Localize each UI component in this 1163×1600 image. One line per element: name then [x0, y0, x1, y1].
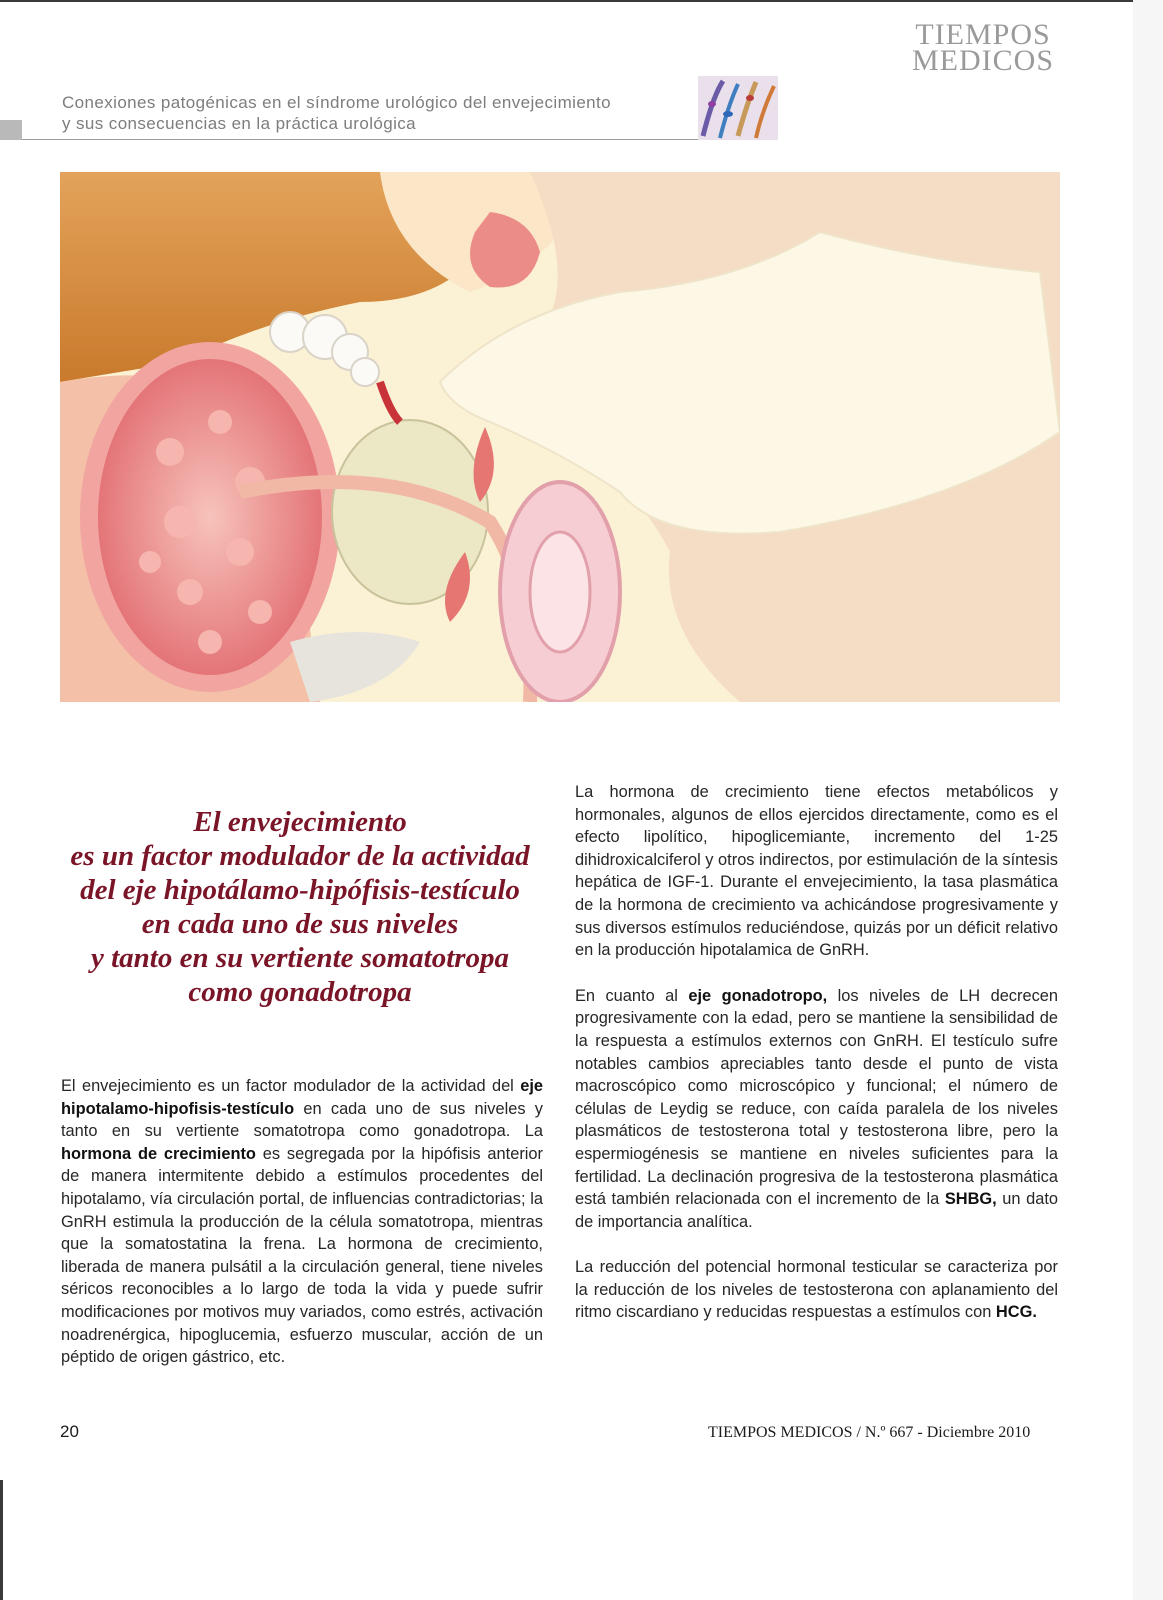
pull-quote-line: El envejecimiento — [193, 806, 407, 838]
body-column-left — [61, 1075, 543, 1369]
bold-term: hormona de crecimiento — [61, 1144, 256, 1163]
brand-line-2: MEDICOS — [911, 44, 1054, 77]
bold-term: eje hipotalamo-hipofisis-testículo — [61, 1077, 543, 1118]
brand-logo — [908, 18, 1058, 77]
header-marker — [0, 120, 22, 140]
header-thumbnail-image — [698, 76, 778, 140]
pull-quote-line: del eje hipotálamo-hipófisis-testículo — [80, 874, 520, 906]
bold-term: SHBG, — [944, 1190, 997, 1209]
paragraph: La hormona de crecimiento tiene efectos metabólicos y hormonales, algunos de ellos ejercidos directamente, como es el efecto lipolítico, hipoglicemiante, incremento del 1-25 dihidroxicalciferol y otros indirectos, por estimulación de la síntesis hepática de IGF-1. Durante el envejecimiento, la tasa plasmática de la hormona de crecimiento va achicándose progresivamente y sus diversos estímulos reduciéndose, quizás por un déficit relativo en la producción hipotalamica de GnRH. — [575, 783, 1058, 960]
brand-line-1: TIEMPOS — [915, 18, 1051, 51]
pull-quote-line: y tanto en su vertiente somatotropa — [90, 942, 510, 974]
bold-term: HCG. — [995, 1303, 1037, 1322]
top-border — [0, 0, 1163, 2]
paragraph: La reducción del potencial hormonal testicular se caracteriza por la reducción de los niveles de testosterona con aplanamiento del ritmo ciscardiano y reducidas respuestas a estímulos con HCG. — [575, 1258, 1058, 1322]
scan-left-mark — [0, 1480, 3, 1600]
scan-edge — [1133, 0, 1163, 1600]
body-column-right — [575, 781, 1058, 1324]
pull-quote-line: es un factor modulador de la actividad — [70, 840, 530, 872]
paragraph: En cuanto al eje gonadotropo, los niveles de LH decrecen progresivamente con la edad, pero se mantiene la sensibilidad de la respuesta a estímulos externos con GnRH. El testículo sufre notables cambios apreciables tanto desde el punto de vista macroscópico como microscópico y funcional; el número de células de Leydig se reduce, con caída paralela de los niveles plasmáticos de testosterona total y testosterona libre, pero la espermiogénesis se mantiene en niveles suficientes para la fertilidad. La declinación progresiva de la testosterona plasmática está también relacionada con el incremento de la SHBG, un dato de importancia analítica. — [575, 986, 1059, 1231]
pull-quote-line: como gonadotropa — [188, 976, 412, 1008]
running-title-line-2: y sus consecuencias en la práctica urológica — [62, 114, 417, 133]
pull-quote — [50, 805, 550, 1009]
bold-term: eje gonadotropo, — [688, 986, 828, 1005]
anatomy-illustration — [60, 172, 1060, 702]
page-number: 20 — [60, 1422, 79, 1441]
pull-quote-line: en cada uno de sus niveles — [141, 908, 459, 940]
paragraph: El envejecimiento es un factor modulador de la actividad del eje hipotalamo-hipofisis-testículo en cada uno de sus niveles y tanto en su vertiente somatotropa como gonadotropa. La hormona de crecimiento es segregada por la hipófisis anterior de manera intermitente debido a estímulos procedentes del hipotalamo, vía circulación portal, de influencias contradictorias; la GnRH estimula la producción de la célula somatotropa, mientras que la somatostatina la frena. La hormona de crecimiento, liberada de manera pulsátil a la circulación general, tiene niveles séricos reconocibles a lo largo de toda la vida y puede sufrir modificaciones por motivos muy variados, como estrés, activación noadrenérgica, hipoglucemia, esfuerzo muscular, acción de un péptido de origen gástrico, etc. — [61, 1077, 543, 1367]
header-rule — [22, 139, 777, 140]
running-title — [62, 92, 702, 134]
running-title-line-1: Conexiones patogénicas en el síndrome urológico del envejecimiento — [62, 93, 612, 112]
footer-journal: TIEMPOS MEDICOS / N.º 667 - Diciembre 2010 — [708, 1424, 1031, 1441]
